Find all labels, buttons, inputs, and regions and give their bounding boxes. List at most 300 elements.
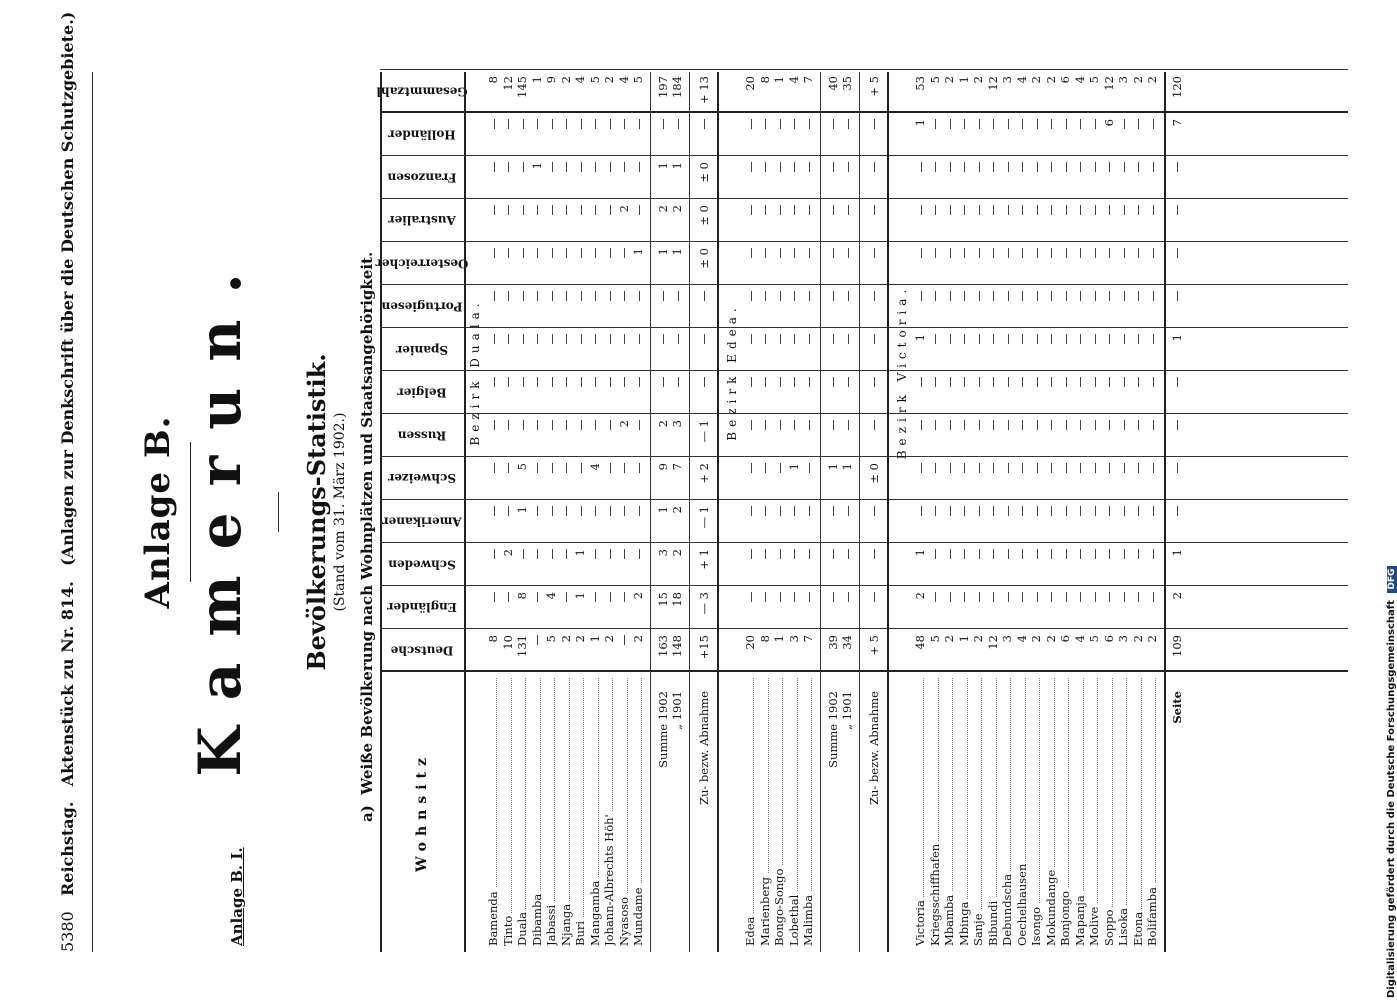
cell-value bbox=[913, 291, 928, 326]
row-label-text: Oechelhausen bbox=[1015, 861, 1029, 946]
table-row bbox=[544, 72, 559, 952]
cell-value bbox=[1145, 205, 1160, 240]
cell-value bbox=[573, 334, 588, 369]
cell-value bbox=[1044, 205, 1059, 240]
empty-dash bbox=[809, 291, 810, 301]
row-label-text: Zu- bezw. Abnahme bbox=[867, 688, 881, 805]
cell-value bbox=[840, 248, 855, 283]
row-label-text: Dibamba bbox=[530, 891, 544, 946]
statistics-title: Bevölkerungs-Statistik. bbox=[302, 353, 331, 671]
empty-dash bbox=[537, 635, 538, 645]
empty-dash bbox=[935, 291, 936, 301]
row-label-text: Mundame bbox=[631, 884, 645, 946]
empty-dash bbox=[1153, 119, 1154, 129]
cell-value bbox=[1116, 549, 1131, 584]
empty-dash bbox=[1051, 377, 1052, 387]
cell-value bbox=[772, 205, 787, 240]
column-header-12 bbox=[380, 113, 464, 156]
cell-value bbox=[840, 420, 855, 455]
column-header-11 bbox=[380, 156, 464, 199]
cell-value: 2 bbox=[670, 506, 684, 514]
cell-value: 4 bbox=[544, 592, 558, 600]
cell-value bbox=[486, 334, 501, 369]
cell-value: 2 bbox=[913, 592, 927, 600]
cell-value bbox=[1145, 119, 1160, 154]
empty-dash bbox=[993, 420, 994, 430]
cell-value bbox=[1029, 506, 1044, 541]
empty-dash bbox=[1095, 119, 1096, 129]
empty-dash bbox=[639, 162, 640, 172]
cell-value: 5 bbox=[587, 76, 602, 84]
empty-dash bbox=[581, 377, 582, 387]
empty-dash bbox=[1095, 463, 1096, 473]
cell-value bbox=[913, 506, 928, 541]
empty-dash bbox=[1066, 162, 1067, 172]
row-label-text: Mapanja bbox=[1073, 892, 1087, 946]
empty-dash bbox=[523, 549, 524, 559]
empty-dash bbox=[639, 291, 640, 301]
row-label-text: Isongo bbox=[1029, 904, 1043, 946]
empty-dash bbox=[809, 334, 810, 344]
table-row bbox=[971, 72, 986, 952]
empty-dash bbox=[1008, 291, 1009, 301]
statistics-date: (Stand vom 31. März 1902.) bbox=[332, 412, 348, 612]
empty-dash bbox=[964, 420, 965, 430]
empty-dash bbox=[1153, 334, 1154, 344]
district-title: Bezirk Edea. bbox=[725, 303, 739, 441]
cell-value bbox=[928, 205, 943, 240]
cell-value: + 5 bbox=[866, 76, 881, 97]
empty-dash bbox=[1022, 592, 1023, 602]
cell-value bbox=[1073, 463, 1088, 498]
empty-dash bbox=[848, 377, 849, 387]
cell-value bbox=[1044, 119, 1059, 154]
empty-dash bbox=[833, 592, 834, 602]
cell-value bbox=[986, 248, 1001, 283]
empty-dash bbox=[848, 506, 849, 516]
row-label-text: Kriegsschiffhafen bbox=[928, 841, 942, 946]
empty-dash bbox=[595, 592, 596, 602]
running-header bbox=[58, 11, 77, 952]
district-title: Bezirk Victoria. bbox=[895, 284, 909, 460]
cell-value bbox=[617, 119, 632, 154]
cell-value bbox=[1116, 334, 1131, 369]
cell-value bbox=[743, 119, 758, 154]
empty-dash bbox=[935, 162, 936, 172]
cell-value bbox=[1145, 291, 1160, 326]
cell-value bbox=[928, 291, 943, 326]
column-header-label: Gesammtzahl bbox=[376, 84, 468, 99]
cell-value bbox=[602, 506, 617, 541]
cell-value: 8 bbox=[486, 635, 500, 643]
empty-dash bbox=[1109, 463, 1110, 473]
cell-value bbox=[1170, 463, 1185, 498]
cell-value bbox=[573, 205, 588, 240]
table-row bbox=[772, 72, 787, 952]
cell-value bbox=[1102, 205, 1117, 240]
cell-value: 8 bbox=[757, 76, 772, 84]
cell-value bbox=[617, 248, 632, 283]
cell-value bbox=[602, 377, 617, 412]
empty-dash bbox=[508, 420, 509, 430]
empty-dash bbox=[874, 162, 875, 172]
cell-value bbox=[758, 506, 773, 541]
cell-value bbox=[501, 119, 516, 154]
empty-dash bbox=[874, 291, 875, 301]
empty-dash bbox=[950, 420, 951, 430]
empty-dash bbox=[610, 248, 611, 258]
empty-dash bbox=[494, 291, 495, 301]
cell-value bbox=[801, 119, 816, 154]
place-name bbox=[486, 678, 501, 946]
cell-value bbox=[971, 506, 986, 541]
empty-dash bbox=[1008, 205, 1009, 215]
empty-dash bbox=[950, 549, 951, 559]
cell-value bbox=[559, 592, 574, 627]
empty-dash bbox=[639, 506, 640, 516]
cell-value: 5 bbox=[927, 635, 942, 643]
empty-dash bbox=[581, 506, 582, 516]
cell-value bbox=[1015, 463, 1030, 498]
cell-value bbox=[1073, 119, 1088, 154]
cell-value bbox=[1170, 506, 1185, 541]
empty-dash bbox=[751, 291, 752, 301]
cell-value: 9 bbox=[544, 76, 558, 84]
page-number: 5380 bbox=[58, 911, 77, 952]
table-row bbox=[957, 72, 972, 952]
row-label-text: Seite bbox=[1170, 688, 1184, 724]
empty-dash bbox=[581, 463, 582, 473]
empty-dash bbox=[1051, 463, 1052, 473]
empty-dash bbox=[765, 377, 766, 387]
empty-dash bbox=[874, 506, 875, 516]
place-name bbox=[530, 678, 545, 946]
header-anlagen: (Anlagen zur Denkschrift über die Deutschen Schutzgebiete.) bbox=[58, 11, 77, 566]
empty-dash bbox=[1066, 205, 1067, 215]
empty-dash bbox=[1008, 549, 1009, 559]
cell-value bbox=[1102, 377, 1117, 412]
cell-value bbox=[801, 377, 816, 412]
cell-value bbox=[602, 334, 617, 369]
table-row bbox=[1073, 72, 1088, 952]
empty-dash bbox=[794, 205, 795, 215]
table-row bbox=[1145, 72, 1160, 952]
place-name bbox=[1131, 678, 1146, 946]
empty-dash bbox=[1095, 377, 1096, 387]
empty-dash bbox=[508, 334, 509, 344]
cell-value bbox=[986, 420, 1001, 455]
cell-value: 40 bbox=[825, 76, 840, 91]
empty-dash bbox=[848, 119, 849, 129]
cell-value bbox=[928, 377, 943, 412]
cell-value bbox=[544, 291, 559, 326]
empty-dash bbox=[921, 248, 922, 258]
cell-value bbox=[787, 506, 802, 541]
cell-value bbox=[1058, 334, 1073, 369]
cell-value bbox=[928, 248, 943, 283]
cell-value bbox=[559, 162, 574, 197]
empty-dash bbox=[1177, 377, 1178, 387]
empty-dash bbox=[935, 506, 936, 516]
empty-dash bbox=[624, 592, 625, 602]
empty-dash bbox=[1095, 205, 1096, 215]
cell-value bbox=[697, 119, 712, 154]
cell-value: 6 bbox=[1101, 635, 1116, 643]
place-name bbox=[957, 678, 972, 946]
row-label-text: „ 1901 bbox=[840, 688, 854, 730]
cell-value bbox=[758, 592, 773, 627]
empty-dash bbox=[1051, 549, 1052, 559]
cell-value bbox=[588, 162, 603, 197]
empty-dash bbox=[751, 463, 752, 473]
row-label-text: Njanga bbox=[559, 901, 573, 946]
empty-dash bbox=[979, 205, 980, 215]
empty-dash bbox=[921, 506, 922, 516]
cell-value: 1 bbox=[573, 592, 587, 600]
cell-value bbox=[544, 162, 559, 197]
row-label-text: Mokundange bbox=[1044, 867, 1058, 946]
empty-dash bbox=[508, 119, 509, 129]
cell-value bbox=[1029, 248, 1044, 283]
cell-value bbox=[1170, 291, 1185, 326]
cell-value bbox=[530, 248, 545, 283]
column-header-label: Amerikaner bbox=[382, 514, 462, 529]
empty-dash bbox=[921, 377, 922, 387]
cell-value bbox=[913, 377, 928, 412]
empty-dash bbox=[874, 420, 875, 430]
cell-value bbox=[486, 205, 501, 240]
cell-value bbox=[840, 334, 855, 369]
table-row bbox=[758, 72, 773, 952]
cell-value bbox=[913, 420, 928, 455]
cell-value bbox=[1015, 334, 1030, 369]
empty-dash bbox=[1177, 506, 1178, 516]
table-row bbox=[530, 72, 545, 952]
empty-dash bbox=[1153, 205, 1154, 215]
cell-value: — 1 bbox=[696, 420, 711, 443]
place-name bbox=[617, 678, 632, 946]
table-row bbox=[573, 72, 588, 952]
empty-dash bbox=[765, 205, 766, 215]
empty-dash bbox=[1022, 506, 1023, 516]
cell-value bbox=[1145, 549, 1160, 584]
cell-value: 4 bbox=[1014, 635, 1029, 643]
column-header-label: Engländer bbox=[387, 600, 457, 615]
empty-dash bbox=[1022, 463, 1023, 473]
cell-value bbox=[1087, 162, 1102, 197]
table-rule bbox=[859, 72, 860, 952]
empty-dash bbox=[1109, 377, 1110, 387]
place-name bbox=[1029, 678, 1044, 946]
empty-dash bbox=[1095, 506, 1096, 516]
digitization-text: Digitalisierung gefördert durch die Deutsche Forschungsgemeinschaft bbox=[1386, 600, 1397, 998]
cell-value bbox=[867, 248, 882, 283]
empty-dash bbox=[950, 592, 951, 602]
cell-value bbox=[530, 205, 545, 240]
cell-value: 109 bbox=[1169, 635, 1184, 657]
empty-dash bbox=[935, 420, 936, 430]
empty-dash bbox=[1095, 334, 1096, 344]
empty-dash bbox=[624, 334, 625, 344]
table-row bbox=[1000, 72, 1015, 952]
empty-dash bbox=[552, 162, 553, 172]
empty-dash bbox=[1051, 334, 1052, 344]
cell-value: 184 bbox=[670, 76, 684, 98]
place-name bbox=[913, 678, 928, 946]
empty-dash bbox=[979, 549, 980, 559]
empty-dash bbox=[1066, 248, 1067, 258]
empty-dash bbox=[1138, 291, 1139, 301]
empty-dash bbox=[610, 291, 611, 301]
cell-value: 2 bbox=[670, 205, 684, 213]
empty-dash bbox=[1080, 162, 1081, 172]
empty-dash bbox=[537, 377, 538, 387]
header-reichstag: Reichstag. bbox=[58, 801, 77, 897]
cell-value bbox=[758, 463, 773, 498]
cell-value bbox=[867, 291, 882, 326]
empty-dash bbox=[552, 334, 553, 344]
empty-dash bbox=[809, 549, 810, 559]
cell-value bbox=[758, 334, 773, 369]
cell-value bbox=[758, 162, 773, 197]
empty-dash bbox=[780, 119, 781, 129]
cell-value bbox=[588, 334, 603, 369]
row-label bbox=[656, 678, 671, 946]
cell-value bbox=[1044, 592, 1059, 627]
cell-value: 7 bbox=[801, 76, 815, 84]
cell-value bbox=[530, 592, 545, 627]
place-name bbox=[971, 678, 986, 946]
cell-value bbox=[617, 635, 632, 670]
cell-value: 4 bbox=[786, 76, 801, 84]
cell-value bbox=[1073, 162, 1088, 197]
dfg-logo: DFG bbox=[1387, 566, 1397, 593]
empty-dash bbox=[663, 334, 664, 344]
empty-dash bbox=[1066, 377, 1067, 387]
cell-value bbox=[758, 549, 773, 584]
empty-dash bbox=[935, 205, 936, 215]
cell-value: + 2 bbox=[696, 463, 711, 484]
empty-dash bbox=[1080, 420, 1081, 430]
cell-value: 4 bbox=[1014, 76, 1029, 84]
cell-value bbox=[656, 119, 671, 154]
cell-value bbox=[1073, 506, 1088, 541]
empty-dash bbox=[765, 334, 766, 344]
cell-value: 12 bbox=[1101, 76, 1116, 91]
cell-value: 10 bbox=[500, 635, 515, 650]
empty-dash bbox=[993, 248, 994, 258]
cell-value: 1 bbox=[956, 635, 971, 643]
empty-dash bbox=[624, 377, 625, 387]
cell-value: 20 bbox=[743, 76, 757, 91]
empty-dash bbox=[1177, 291, 1178, 301]
cell-value bbox=[1015, 291, 1030, 326]
cell-value bbox=[486, 291, 501, 326]
empty-dash bbox=[809, 248, 810, 258]
cell-value: 34 bbox=[840, 635, 854, 650]
empty-dash bbox=[1095, 248, 1096, 258]
cell-value bbox=[913, 205, 928, 240]
empty-dash bbox=[624, 291, 625, 301]
cell-value bbox=[1087, 334, 1102, 369]
cell-value bbox=[501, 377, 516, 412]
table-rule bbox=[1164, 72, 1166, 952]
cell-value bbox=[602, 291, 617, 326]
place-name bbox=[573, 678, 588, 946]
cell-value bbox=[772, 549, 787, 584]
cell-value bbox=[1087, 592, 1102, 627]
place-name bbox=[1145, 678, 1160, 946]
empty-dash bbox=[794, 420, 795, 430]
cell-value: 2 bbox=[573, 635, 587, 643]
cell-value bbox=[743, 291, 758, 326]
cell-value: 1 bbox=[655, 506, 670, 514]
empty-dash bbox=[704, 119, 705, 129]
cell-value bbox=[928, 592, 943, 627]
cell-value bbox=[1087, 119, 1102, 154]
cell-value: 1 bbox=[772, 635, 786, 643]
empty-dash bbox=[595, 162, 596, 172]
empty-dash bbox=[494, 377, 495, 387]
cell-value: 5 bbox=[631, 76, 645, 84]
cell-value bbox=[631, 291, 646, 326]
cell-value bbox=[772, 162, 787, 197]
cell-value bbox=[617, 291, 632, 326]
empty-dash bbox=[566, 549, 567, 559]
cell-value bbox=[801, 420, 816, 455]
empty-dash bbox=[921, 205, 922, 215]
cell-value bbox=[631, 119, 646, 154]
cell-value bbox=[913, 162, 928, 197]
empty-dash bbox=[508, 377, 509, 387]
empty-dash bbox=[537, 506, 538, 516]
title-divider bbox=[278, 492, 279, 532]
cell-value: 120 bbox=[1169, 76, 1184, 98]
place-name bbox=[787, 678, 802, 946]
empty-dash bbox=[780, 205, 781, 215]
cell-value bbox=[602, 463, 617, 498]
cell-value: — 3 bbox=[696, 592, 711, 615]
cell-value bbox=[1044, 291, 1059, 326]
cell-value bbox=[787, 420, 802, 455]
header-bottom-rule bbox=[464, 72, 466, 952]
cell-value: 1 bbox=[631, 248, 645, 256]
section-a-prefix: a) bbox=[358, 805, 376, 822]
cell-value bbox=[801, 205, 816, 240]
empty-dash bbox=[765, 420, 766, 430]
table-rule bbox=[650, 72, 651, 952]
empty-dash bbox=[595, 119, 596, 129]
cell-value: +15 bbox=[696, 635, 711, 660]
table-row bbox=[617, 72, 632, 952]
empty-dash bbox=[581, 248, 582, 258]
empty-dash bbox=[566, 592, 567, 602]
cell-value bbox=[1029, 334, 1044, 369]
cell-value bbox=[1131, 334, 1146, 369]
cell-value bbox=[1087, 549, 1102, 584]
empty-dash bbox=[809, 420, 810, 430]
empty-dash bbox=[1138, 205, 1139, 215]
empty-dash bbox=[1051, 420, 1052, 430]
empty-dash bbox=[809, 463, 810, 473]
cell-value bbox=[530, 463, 545, 498]
empty-dash bbox=[1066, 291, 1067, 301]
empty-dash bbox=[833, 162, 834, 172]
empty-dash bbox=[979, 420, 980, 430]
place-name bbox=[544, 678, 559, 946]
cell-value bbox=[957, 248, 972, 283]
empty-dash bbox=[639, 463, 640, 473]
